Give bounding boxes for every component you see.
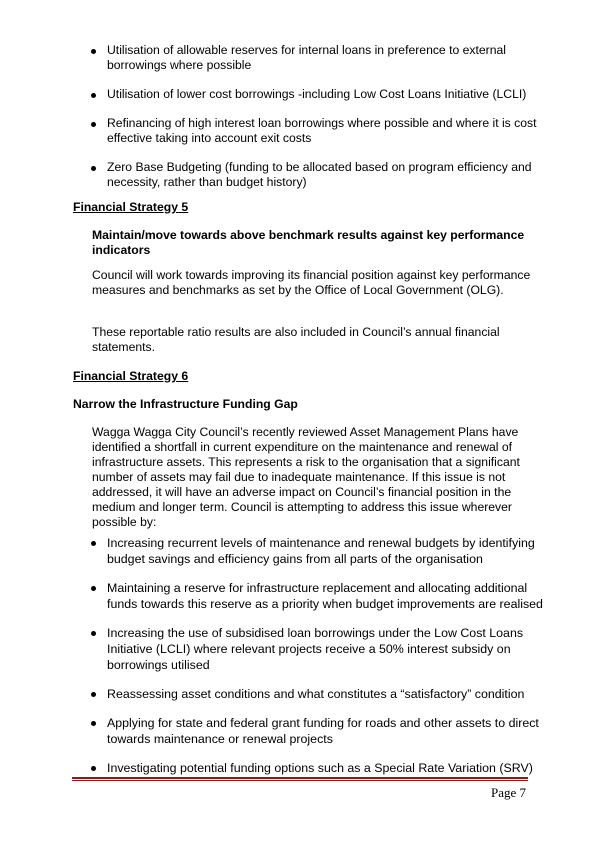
bullet-icon <box>91 122 96 127</box>
bullet-text: Zero Base Budgeting (funding to be allocated based on program efficiency and necessity, rather than budget history) <box>107 160 532 189</box>
strategy5-paragraph-1: Council will work towards improving its financial position against key performance measures and benchmarks as set by the Office of Local Government (OLG). <box>92 268 531 297</box>
funding-gap-bullet-list <box>87 535 547 789</box>
list-item <box>87 715 547 747</box>
strategy5-heading: Financial Strategy 5 <box>73 200 189 214</box>
bullet-text: Maintaining a reserve for infrastructure replacement and allocating additional funds towards this reserve as a priority when budget improvements are realised <box>107 581 543 611</box>
bullet-text: Increasing the use of subsidised loan borrowings under the Low Cost Loans Initiative (LCLI) where relevant projects receive a 50% interest subsidy on borrowings utilised <box>107 626 524 672</box>
top-bullet-list <box>87 43 547 204</box>
list-item <box>87 760 547 776</box>
bullet-icon <box>91 49 96 54</box>
bullet-icon <box>91 166 96 171</box>
list-item <box>87 116 547 146</box>
bullet-icon <box>91 721 96 726</box>
bullet-text: Refinancing of high interest loan borrowings where possible and where it is cost effective taking into account exit costs <box>107 116 537 145</box>
list-item <box>87 625 547 673</box>
bullet-icon <box>91 631 96 636</box>
list-item <box>87 535 547 567</box>
bullet-icon <box>91 766 96 771</box>
strategy5-subheading: Maintain/move towards above benchmark results against key performance indicators <box>92 228 525 257</box>
list-item <box>87 580 547 612</box>
page-number: Page 7 <box>490 785 526 800</box>
strategy6-paragraph: Wagga Wagga City Council’s recently reviewed Asset Management Plans have identified a shortfall in current expenditure on the maintenance and renewal of infrastructure assets. This represents a risk to the organisation that a significant number of assets may fail due to inadequate maintenance. If this issue is not addressed, it will have an adverse impact on Council’s financial position in the medium and longer term. Council is attempting to address this issue wherever possible by: <box>92 425 520 529</box>
list-item <box>87 43 547 73</box>
bullet-text: Increasing recurrent levels of maintenance and renewal budgets by identifying budget savings and efficiency gains from all parts of the organisation <box>107 536 535 566</box>
strategy5-paragraph-2: These reportable ratio results are also included in Council’s annual financial statements. <box>92 325 500 354</box>
list-item <box>87 160 547 190</box>
strategy6-subheading: Narrow the Infrastructure Funding Gap <box>73 397 298 411</box>
strategy6-heading: Financial Strategy 6 <box>73 369 189 383</box>
bullet-icon <box>91 541 96 546</box>
list-item <box>87 87 547 102</box>
footer-rule <box>72 777 528 779</box>
bullet-text: Utilisation of allowable reserves for internal loans in preference to external borrowings where possible <box>107 43 507 72</box>
bullet-icon <box>91 586 96 591</box>
bullet-text: Utilisation of lower cost borrowings -including Low Cost Loans Initiative (LCLI) <box>107 87 527 101</box>
footer-rule-secondary <box>72 780 528 781</box>
bullet-text: Applying for state and federal grant funding for roads and other assets to direct towards maintenance or renewal projects <box>107 716 539 746</box>
bullet-icon <box>91 93 96 98</box>
bullet-icon <box>91 692 96 697</box>
list-item <box>87 686 547 702</box>
bullet-text: Investigating potential funding options such as a Special Rate Variation (SRV) <box>107 761 533 775</box>
bullet-text: Reassessing asset conditions and what constitutes a “satisfactory” condition <box>107 687 525 701</box>
